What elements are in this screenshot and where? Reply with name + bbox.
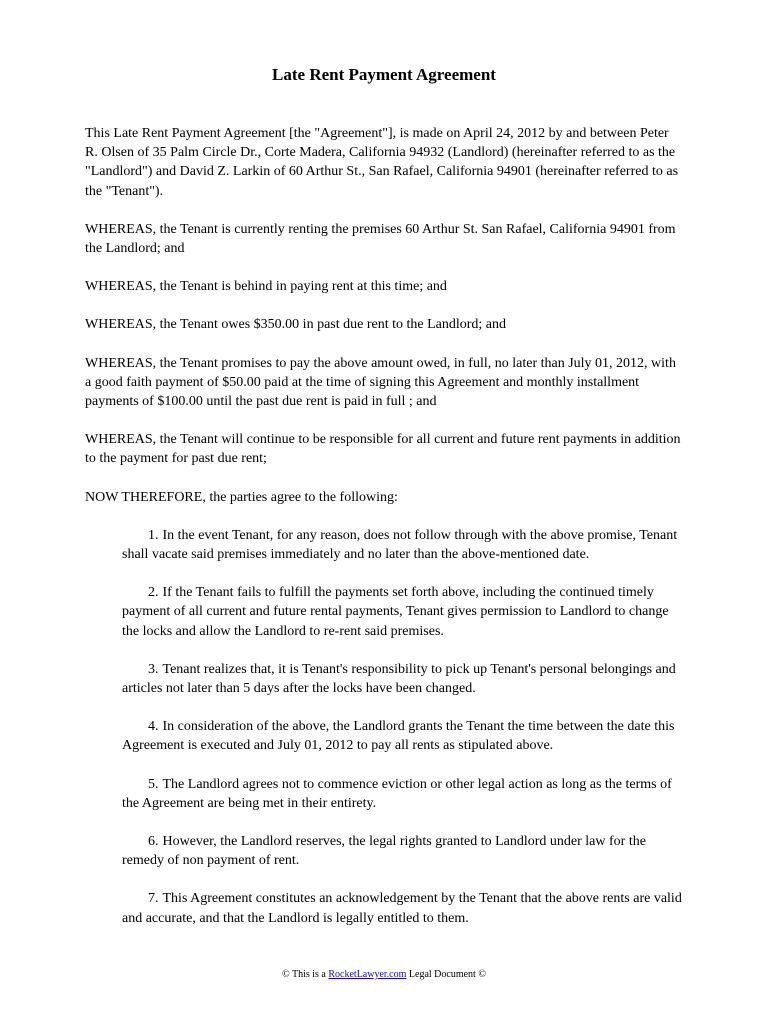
clause-text: Tenant realizes that, it is Tenant's responsibility to pick up Tenant's personal belongings and articles not later than 5 days after the locks have been changed. <box>122 661 676 697</box>
footer-suffix: Legal Document © <box>406 969 486 980</box>
clause-item <box>85 583 685 641</box>
clause-number: 2. <box>148 585 159 601</box>
whereas-paragraph: WHEREAS, the Tenant owes $350.00 in past due rent to the Landlord; and <box>85 317 507 333</box>
clause-item <box>85 526 685 564</box>
page-footer <box>0 968 768 982</box>
clause-text: In the event Tenant, for any reason, does not follow through with the above promise, Tenant shall vacate said premises immediately and no later than the above-mentioned date. <box>122 527 678 563</box>
clause-text: If the Tenant fails to fulfill the payments set forth above, including the continued timely payment of all current and future rental payments, Tenant gives permission to Landlord to change the locks and allow the Landlord to re-rent said premises. <box>122 585 669 639</box>
footer-prefix: © This is a <box>282 969 329 980</box>
intro-paragraph: This Late Rent Payment Agreement [the "Agreement"], is made on April 24, 2012 by and between Peter R. Olsen of 35 Palm Circle Dr., Corte Madera, California 94932 (Landlord) (hereinafter referred to as the "Landlord") and David Z. Larkin of 60 Arthur St., San Rafael, California 94901 (hereinafter referred to as the "Tenant"). <box>85 126 679 199</box>
clause-text: In consideration of the above, the Landlord grants the Tenant the time between the date this Agreement is executed and July 01, 2012 to pay all rents as stipulated above. <box>122 719 675 754</box>
now-therefore-paragraph: NOW THEREFORE, the parties agree to the following: <box>85 489 398 505</box>
clause-list <box>85 526 685 928</box>
clause-number: 6. <box>148 834 159 850</box>
clause-number: 4. <box>148 719 159 735</box>
clause-text: The Landlord agrees not to commence eviction or other legal action as long as the terms of the Agreement are being met in their entirety. <box>122 776 672 811</box>
clause-item <box>85 717 685 755</box>
document-body <box>85 124 685 947</box>
clause-number: 5. <box>148 776 159 792</box>
clause-item <box>85 660 685 698</box>
rocketlawyer-link[interactable]: RocketLawyer.com <box>328 969 407 980</box>
clause-text: This Agreement constitutes an acknowledgement by the Tenant that the above rents are valid and accurate, and that the Landlord is legally entitled to them. <box>122 891 682 926</box>
clause-number: 3. <box>148 661 159 677</box>
clause-item <box>85 775 685 813</box>
clause-text: However, the Landlord reserves, the legal rights granted to Landlord under law for the remedy of non payment of rent. <box>122 834 646 869</box>
whereas-paragraph: WHEREAS, the Tenant promises to pay the above amount owed, in full, no later than July 01, 2012, with a good faith payment of $50.00 paid at the time of signing this Agreement and monthly installment payments of $100.00 until the past due rent is paid in full ; and <box>85 355 676 410</box>
whereas-paragraph: WHEREAS, the Tenant is currently renting the premises 60 Arthur St. San Rafael, California 94901 from the Landlord; and <box>85 221 676 257</box>
whereas-paragraph: WHEREAS, the Tenant is behind in paying rent at this time; and <box>85 279 447 295</box>
document-title: Late Rent Payment Agreement <box>272 65 496 84</box>
whereas-paragraph: WHEREAS, the Tenant will continue to be responsible for all current and future rent payments in addition to the payment for past due rent; <box>85 432 681 467</box>
clause-number: 1. <box>148 527 159 543</box>
clause-item <box>85 832 685 870</box>
clause-item <box>85 889 685 927</box>
clause-number: 7. <box>148 891 159 907</box>
